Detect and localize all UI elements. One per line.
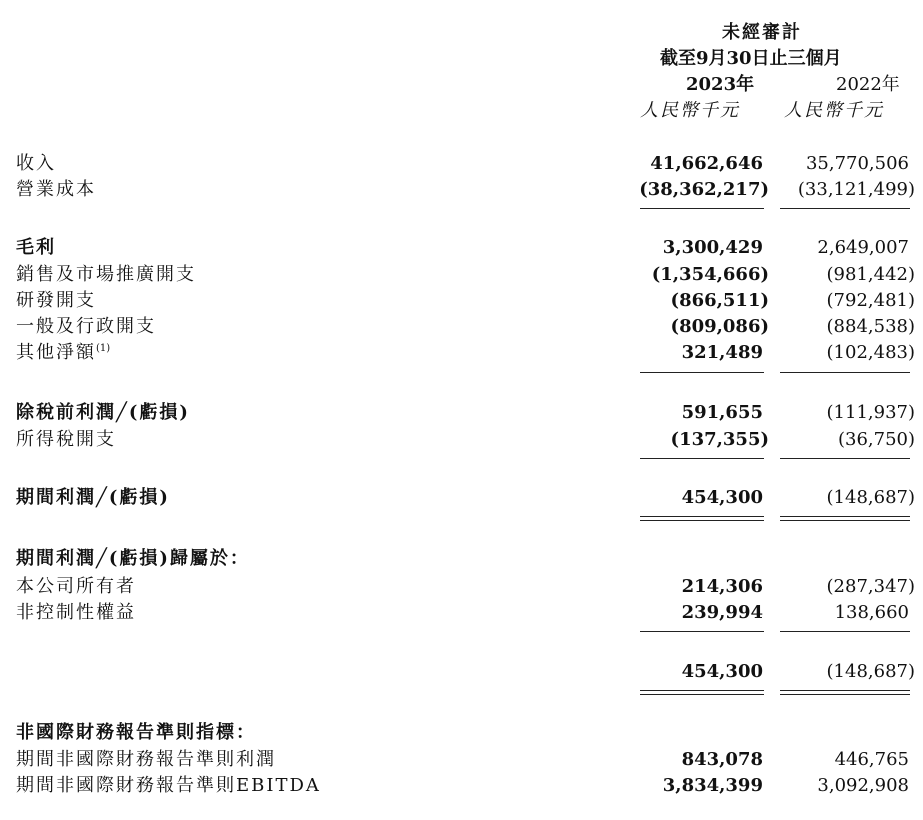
year-2023-header: 2023年 [686,74,755,95]
value-2023: (38,362,217) [639,179,769,200]
row-label: 營業成本 [16,179,96,200]
value-2023: 3,300,429 [662,237,763,258]
row-label: 研發開支 [16,290,96,311]
value-2023: 454,300 [681,487,763,508]
row-gross-profit [0,235,923,261]
unit-2023-header: 人民幣千元 [640,100,740,121]
value-2023: 321,489 [681,342,763,363]
row-other-net [0,340,923,366]
row-label: 毛利 [16,237,56,258]
total-double-rule-2022 [780,690,910,695]
value-2022: (792,481) [826,290,915,311]
total-double-rule-2022 [780,516,910,521]
value-2022: (884,538) [826,316,915,337]
row-label: 所得稅開支 [16,429,116,450]
row-rd-expense [0,288,923,314]
row-label: 其他淨額$^{(1)}$ [16,342,111,363]
unaudited-header: 未經審計 [722,22,802,43]
row-label: 期間非國際財務報告準則利潤 [16,749,276,770]
value-2022: 138,660 [834,602,909,623]
value-2022: (287,347) [826,576,915,597]
value-2022: 446,765 [834,749,909,770]
unit-2022-header: 人民幣千元 [784,100,884,121]
subtotal-rule-2023 [640,458,764,459]
row-label: 銷售及市場推廣開支 [16,264,196,285]
row-nci [0,600,923,626]
total-double-rule-2023 [640,516,764,521]
row-ga-expense [0,314,923,340]
subtotal-rule-2023 [640,208,764,209]
subtotal-rule-2023 [640,631,764,632]
row-period-profit [0,485,923,511]
row-label: 收入 [16,153,56,174]
value-2023: 454,300 [681,661,763,682]
value-2022: 35,770,506 [805,153,909,174]
subtotal-rule-2022 [780,458,910,459]
value-2022: (148,687) [826,487,915,508]
subtotal-rule-2022 [780,372,910,373]
row-selling-marketing [0,262,923,288]
row-cost-of-revenue [0,177,923,203]
row-label: 本公司所有者 [16,576,136,597]
value-2023: 214,306 [681,576,763,597]
value-2022: (148,687) [826,661,915,682]
subtotal-rule-2023 [640,372,764,373]
value-2023: (1,354,666) [651,264,769,285]
subtotal-rule-2022 [780,631,910,632]
row-total [0,659,923,685]
value-2023: (137,355) [670,429,769,450]
subtotal-rule-2022 [780,208,910,209]
value-2023: 3,834,399 [662,775,763,796]
footnote-marker: (1) [96,343,111,354]
value-2023: 41,662,646 [650,153,763,174]
row-revenue [0,151,923,177]
value-2022: (981,442) [826,264,915,285]
year-2022-header: 2022年 [836,74,900,95]
value-2022: (102,483) [826,342,915,363]
row-label: 非控制性權益 [16,602,136,623]
value-2022: (33,121,499) [797,179,915,200]
row-label: 除稅前利潤╱(虧損) [16,402,190,423]
section-heading: 非國際財務報告準則指標： [16,722,256,743]
value-2022: 2,649,007 [817,237,909,258]
value-2022: (111,937) [826,402,915,423]
total-double-rule-2023 [640,690,764,695]
row-label: 期間利潤╱(虧損) [16,487,170,508]
row-label: 期間非國際財務報告準則EBITDA [16,775,321,796]
value-2023: 591,655 [681,402,763,423]
value-2023: (866,511) [670,290,769,311]
row-attributable-heading [0,546,923,572]
value-2022: (36,750) [837,429,915,450]
row-nonifrs-heading [0,720,923,746]
value-2023: (809,086) [670,316,769,337]
value-2022: 3,092,908 [817,775,909,796]
period-header: 截至9月30日止三個月 [660,48,842,69]
value-2023: 239,994 [681,602,763,623]
section-heading: 期間利潤╱(虧損)歸屬於： [16,548,250,569]
row-label: 一般及行政開支 [16,316,156,337]
row-nonifrs-ebitda [0,773,923,799]
row-owners [0,574,923,600]
row-income-tax [0,427,923,453]
row-profit-before-tax [0,400,923,426]
value-2023: 843,078 [681,749,763,770]
row-nonifrs-profit [0,747,923,773]
